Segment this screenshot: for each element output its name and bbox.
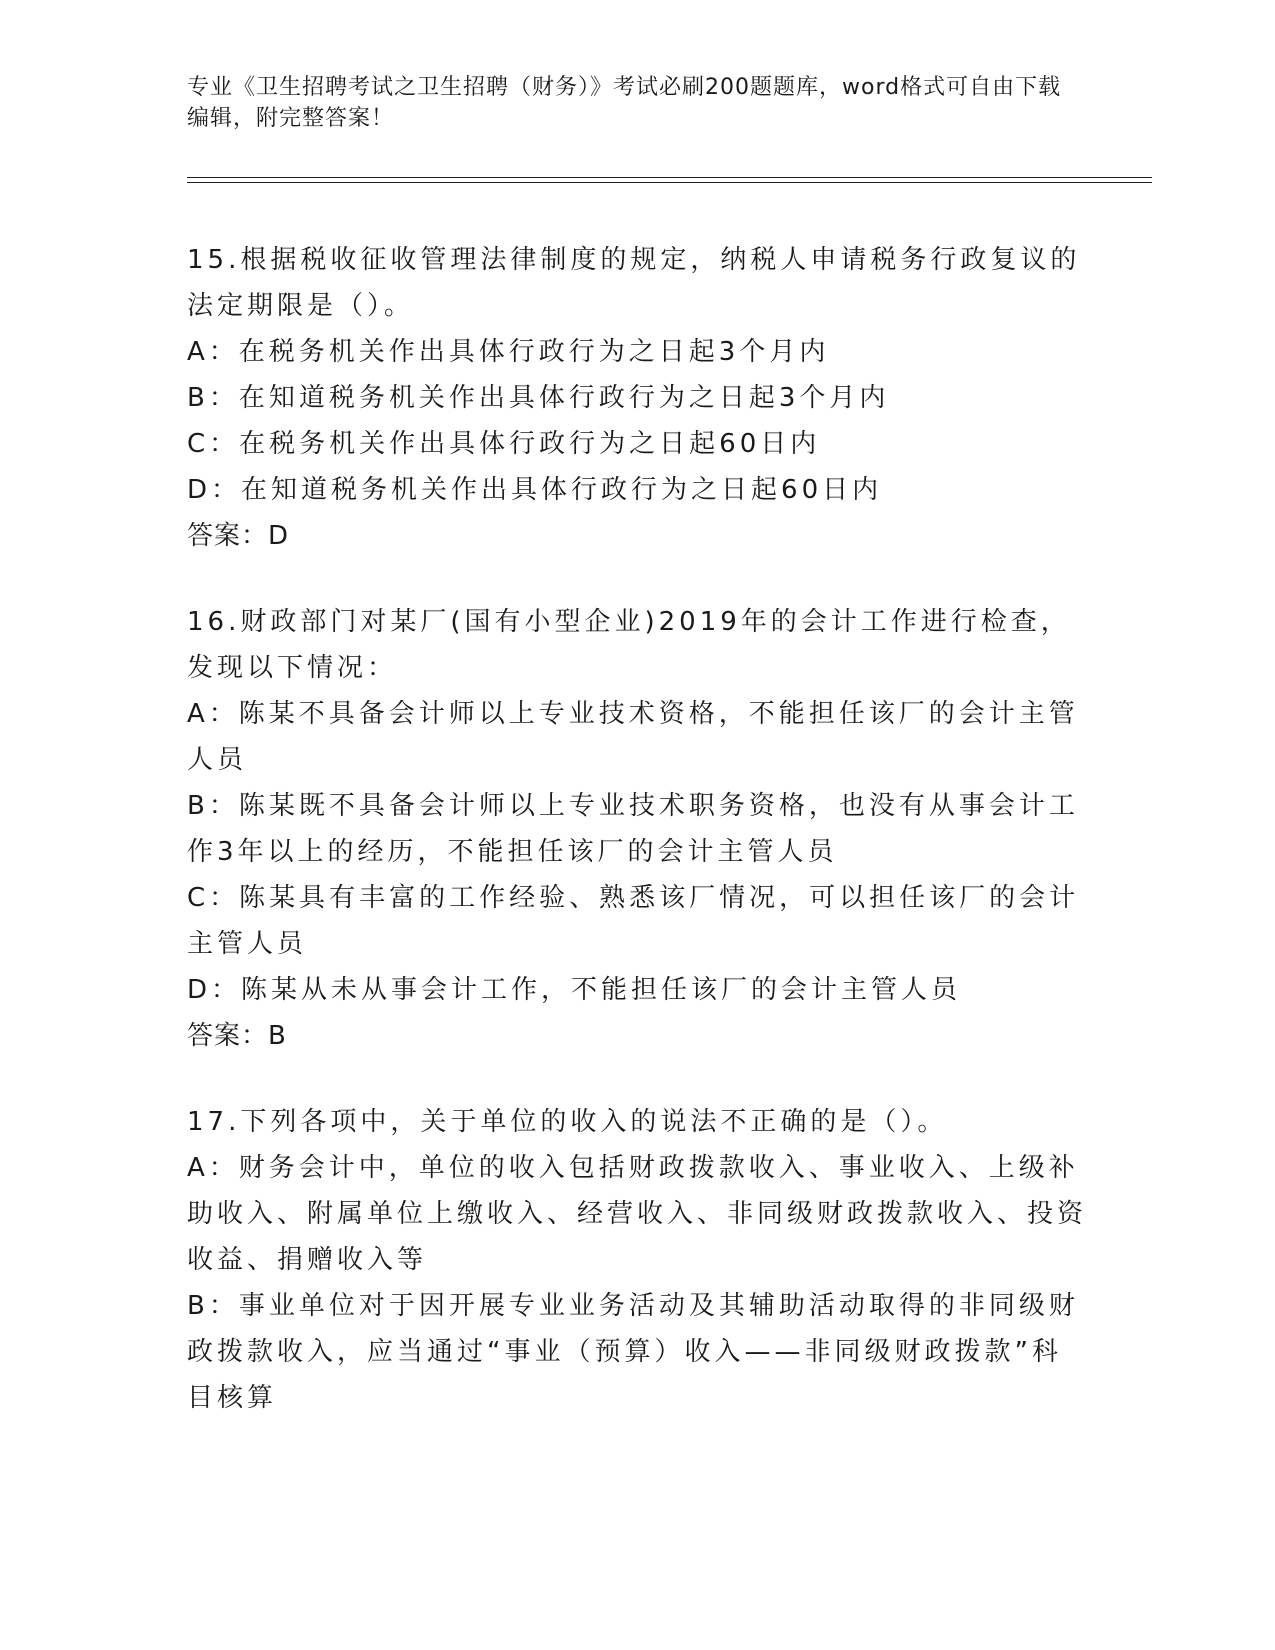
- option-b: B：陈某既不具备会计师以上专业技术职务资格，也没有从事会计工作3年以上的经历，不能担任该厂的会计主管人员: [187, 791, 1079, 867]
- question-17: [187, 1099, 1087, 1421]
- answer-line: 答案：B: [187, 1021, 287, 1051]
- option-a: A：财务会计中，单位的收入包括财政拨款收入、事业收入、上级补助收入、附属单位上缴收入、经营收入、非同级财政拨款收入、投资收益、捐赠收入等: [187, 1153, 1088, 1275]
- option-b: B：在知道税务机关作出具体行政行为之日起3个月内: [187, 383, 890, 413]
- option-d: D：在知道税务机关作出具体行政行为之日起60日内: [187, 475, 883, 505]
- option-d: D：陈某从未从事会计工作，不能担任该厂的会计主管人员: [187, 975, 962, 1005]
- question-16: [187, 599, 1087, 1059]
- option-c: C：陈某具有丰富的工作经验、熟悉该厂情况，可以担任该厂的会计主管人员: [187, 883, 1080, 959]
- header-rule-top: [187, 177, 1152, 178]
- question-15: [187, 237, 1087, 559]
- question-stem: 15.根据税收征收管理法律制度的规定，纳税人申请税务行政复议的法定期限是（）。: [187, 245, 1081, 321]
- answer-line: 答案：D: [187, 521, 290, 551]
- document-header: 专业《卫生招聘考试之卫生招聘（财务）》考试必刷200题题库，word格式可自由下载编辑，附完整答案！: [187, 75, 1062, 131]
- header-rule-bottom: [187, 182, 1152, 183]
- option-a: A：陈某不具备会计师以上专业技术资格，不能担任该厂的会计主管人员: [187, 699, 1079, 775]
- question-list: [187, 237, 1087, 1461]
- option-b: B：事业单位对于因开展专业业务活动及其辅助活动取得的非同级财政拨款收入，应当通过“事业（预算）收入——非同级财政拨款”科目核算: [187, 1291, 1079, 1413]
- option-c: C：在税务机关作出具体行政行为之日起60日内: [187, 429, 821, 459]
- option-a: A：在税务机关作出具体行政行为之日起3个月内: [187, 337, 830, 367]
- question-stem: 17.下列各项中，关于单位的收入的说法不正确的是（）。: [187, 1107, 948, 1137]
- question-stem: 16.财政部门对某厂(国有小型企业)2019年的会计工作进行检查，发现以下情况：: [187, 607, 1071, 683]
